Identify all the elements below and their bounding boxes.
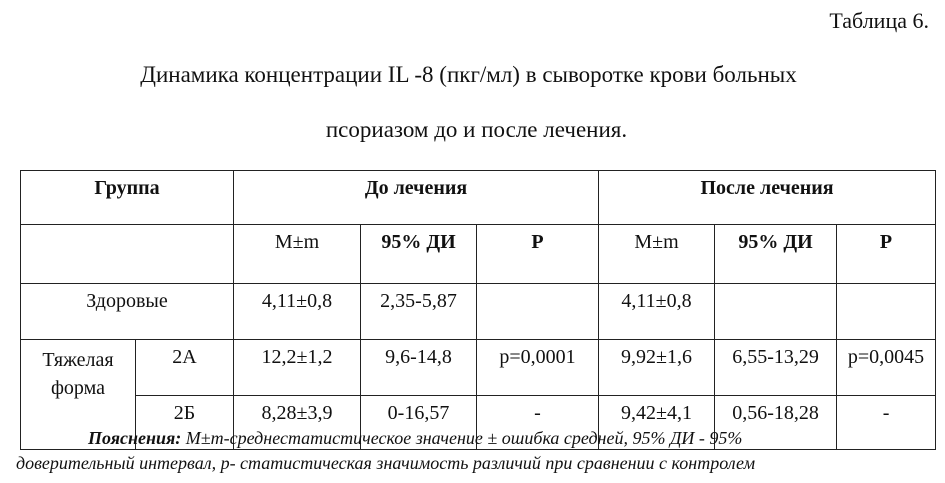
2a-before-mean: 12,2±1,2 bbox=[234, 340, 361, 396]
table-notes bbox=[16, 426, 936, 476]
2b-before-ci: 0-16,57 bbox=[361, 396, 477, 450]
header-group-empty bbox=[21, 225, 234, 284]
row-2a-label: 2А bbox=[136, 340, 234, 396]
row-healthy bbox=[21, 284, 936, 340]
healthy-after-p bbox=[837, 284, 936, 340]
2b-after-p: - bbox=[837, 396, 936, 450]
2a-before-p: p=0,0001 bbox=[477, 340, 599, 396]
row-2a bbox=[21, 340, 936, 396]
2b-after-mean: 9,42±4,1 bbox=[599, 396, 715, 450]
row-2b-label: 2Б bbox=[136, 396, 234, 450]
2b-after-ci: 0,56-18,28 bbox=[715, 396, 837, 450]
header-before-mean: M±m bbox=[234, 225, 361, 284]
2a-before-ci: 9,6-14,8 bbox=[361, 340, 477, 396]
header-before-treatment: До лечения bbox=[234, 171, 599, 225]
header-after-treatment: После лечения bbox=[599, 171, 936, 225]
table-title-line-2: псориазом до и после лечения. bbox=[325, 117, 628, 142]
table-number-label: Таблица 6. bbox=[829, 8, 929, 33]
healthy-before-mean: 4,11±0,8 bbox=[234, 284, 361, 340]
2a-after-p: p=0,0045 bbox=[837, 340, 936, 396]
header-group: Группа bbox=[21, 171, 234, 225]
header-row-2 bbox=[21, 225, 936, 284]
2b-before-mean: 8,28±3,9 bbox=[234, 396, 361, 450]
2a-after-ci: 6,55-13,29 bbox=[715, 340, 837, 396]
row-healthy-label: Здоровые bbox=[21, 284, 234, 340]
2a-after-mean: 9,92±1,6 bbox=[599, 340, 715, 396]
notes-line-1-text: M±m-среднестатистическое значение ± ошибка средней, 95% ДИ - 95% bbox=[181, 428, 743, 448]
notes-lead: Пояснения: bbox=[88, 428, 182, 448]
notes-line-1 bbox=[16, 426, 936, 451]
header-after-p: P bbox=[837, 225, 936, 284]
severe-form-label: Тяжелая форма bbox=[21, 340, 136, 450]
notes-line-2: доверительный интервал, р- статистическая значимость различий при сравнении с контролем bbox=[16, 453, 756, 473]
table-title-line-1: Динамика концентрации IL -8 (пкг/мл) в сыворотке крови больных bbox=[140, 62, 797, 87]
results-table bbox=[20, 170, 936, 450]
header-before-ci: 95% ДИ bbox=[361, 225, 477, 284]
header-after-ci: 95% ДИ bbox=[715, 225, 837, 284]
healthy-before-p bbox=[477, 284, 599, 340]
2b-before-p: - bbox=[477, 396, 599, 450]
healthy-before-ci: 2,35-5,87 bbox=[361, 284, 477, 340]
healthy-after-ci bbox=[715, 284, 837, 340]
header-row-1 bbox=[21, 171, 936, 225]
healthy-after-mean: 4,11±0,8 bbox=[599, 284, 715, 340]
header-before-p: P bbox=[477, 225, 599, 284]
header-after-mean: M±m bbox=[599, 225, 715, 284]
